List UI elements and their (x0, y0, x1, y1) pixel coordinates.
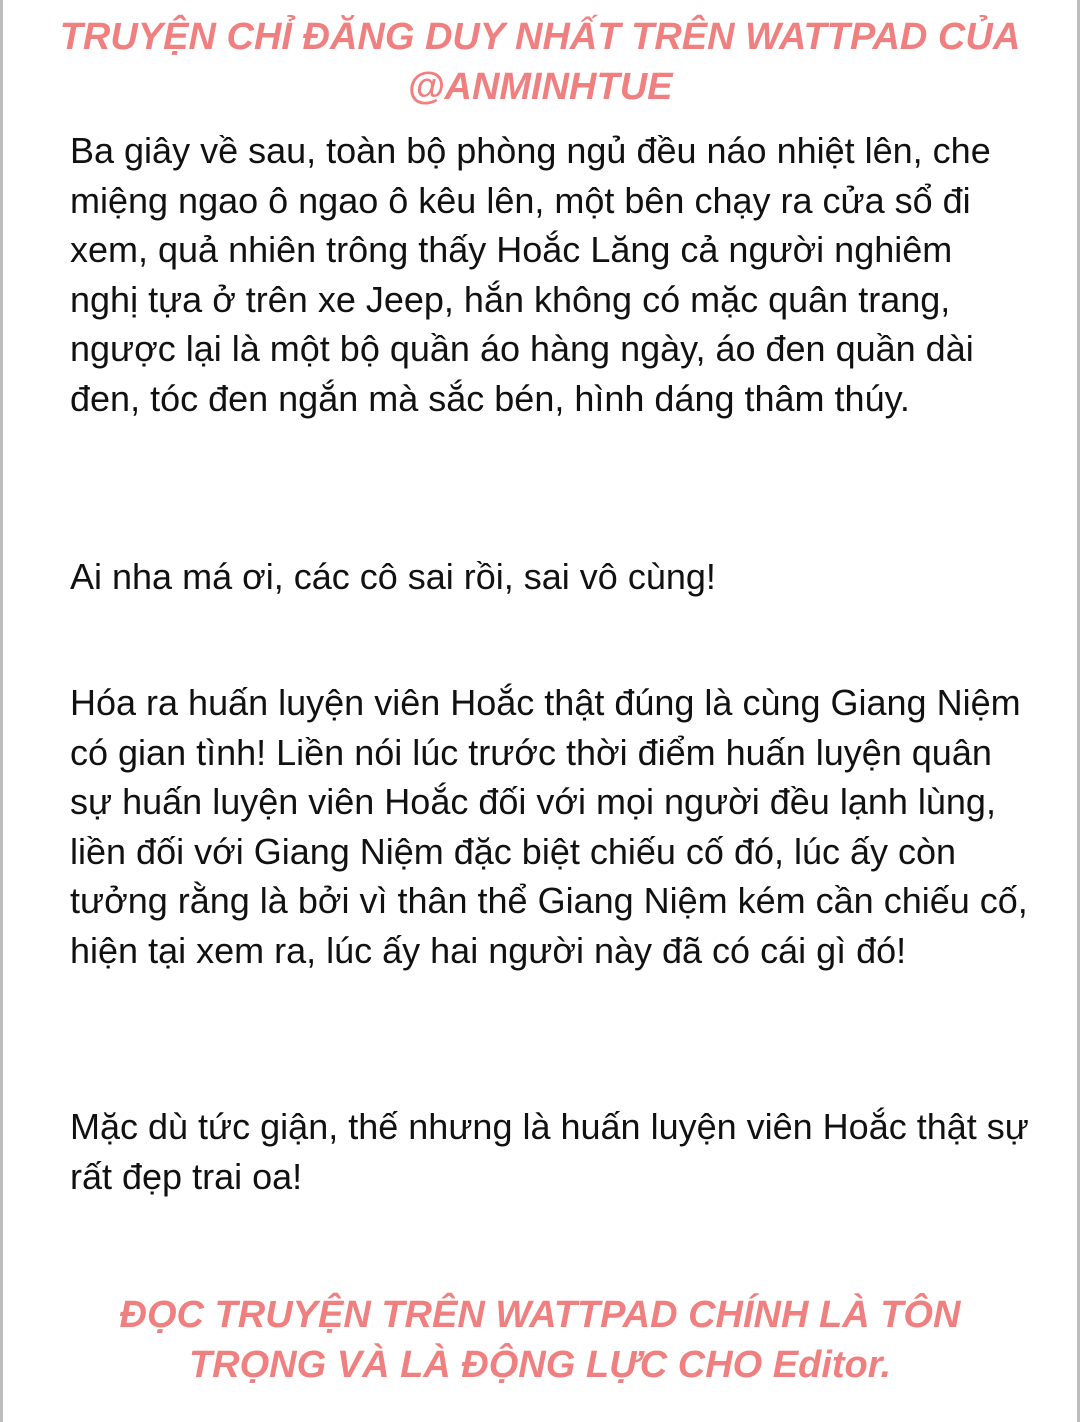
header-watermark: TRUYỆN CHỈ ĐĂNG DUY NHẤT TRÊN WATTPAD CỦA @ANMINHTUE (59, 16, 1021, 108)
paragraph-3: Hóa ra huấn luyện viên Hoắc thật đúng là cùng Giang Niệm có gian tình! Liền nói lúc trước thời điểm huấn luyện quân sự huấn luyện viên Hoắc đối với mọi người đều lạnh lùng, liền đối với Giang Niệm đặc biệt chiếu cố đó, lúc ấy còn tưởng rằng là bởi vì thân thể Giang Niệm kém cần chiếu cố, hiện tại xem ra, lúc ấy hai người này đã có cái gì đó! (70, 682, 1028, 971)
paragraph-1: Ba giây về sau, toàn bộ phòng ngủ đều náo nhiệt lên, che miệng ngao ô ngao ô kêu lên, một bên chạy ra cửa sổ đi xem, quả nhiên trông thấy Hoắc Lăng cả người nghiêm nghị tựa ở trên xe Jeep, hắn không có mặc quân trang, ngược lại là một bộ quần áo hàng ngày, áo đen quần dài đen, tóc đen ngắn mà sắc bén, hình dáng thâm thúy. (70, 130, 991, 419)
footer-watermark: ĐỌC TRUYỆN TRÊN WATTPAD CHÍNH LÀ TÔN TRỌNG VÀ LÀ ĐỘNG LỰC CHO Editor. (119, 1294, 961, 1386)
paragraph-2: Ai nha má ơi, các cô sai rồi, sai vô cùng! (70, 556, 716, 597)
paragraph-4: Mặc dù tức giận, thế nhưng là huấn luyện viên Hoắc thật sự rất đẹp trai oa! (70, 1106, 1029, 1197)
